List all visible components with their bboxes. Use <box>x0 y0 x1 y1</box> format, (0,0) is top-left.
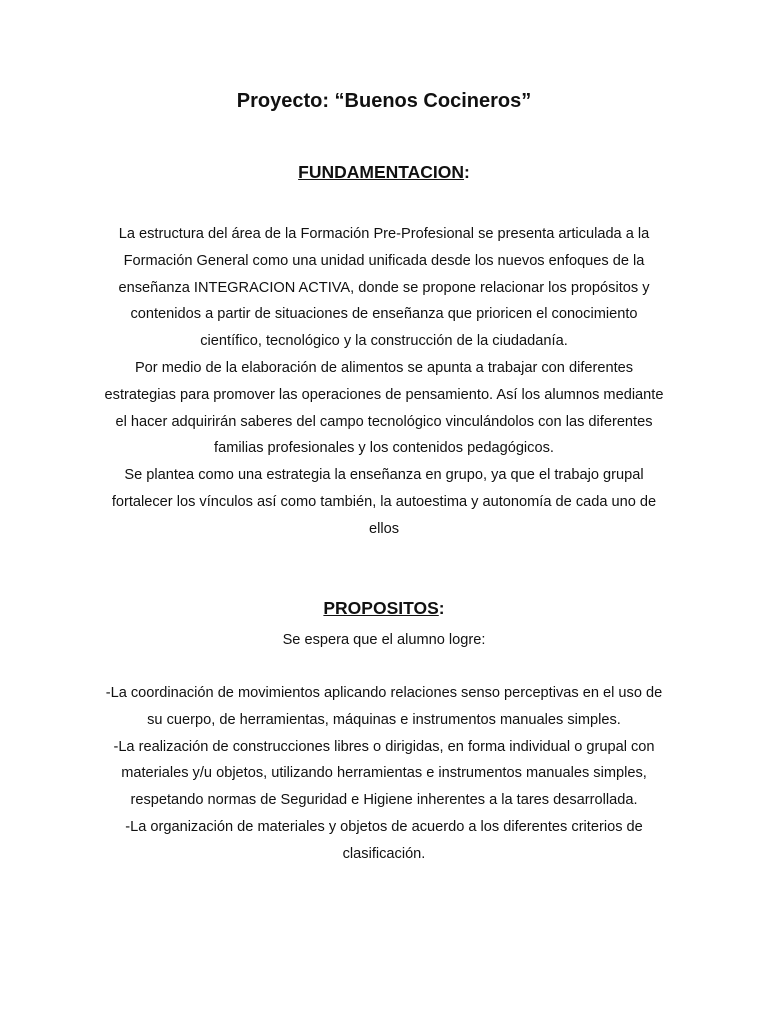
section-heading-text: PROPOSITOS <box>323 598 439 618</box>
document-title: Proyecto: “Buenos Cocineros” <box>236 90 532 112</box>
list-item: -La realización de construcciones libres o dirigidas, en forma individual o grupal con materiales y/u objetos, utilizando herramientas e instrumentos manuales simples, respetando normas de Seguridad e Higiene inherentes a la tares desarrollada. <box>113 738 655 809</box>
paragraph: Por medio de la elaboración de alimentos se apunta a trabajar con diferentes estrategias para promover las operaciones de pensamiento. Así los alumnos mediante el hacer adquirirán saberes del campo tecnológico vinculándolos con las diferentes familias profesionales y los contenidos pedagógicos. <box>104 359 664 457</box>
section-heading-colon: : <box>464 162 470 182</box>
list-item: -La organización de materiales y objetos de acuerdo a los diferentes criterios de clasificación. <box>125 818 643 862</box>
section-heading-fundamentacion <box>0 162 768 183</box>
fundamentacion-body <box>100 221 668 543</box>
propositos-intro <box>100 627 668 654</box>
paragraph: La estructura del área de la Formación Pre-Profesional se presenta articulada a la Formación General como una unidad unificada desde los nuevos enfoques de la enseñanza INTEGRACION ACTIVA, donde se propone relacionar los propósitos y contenidos a partir de situaciones de enseñanza que prioricen el conocimiento científico, tecnológico y la construcción de la ciudadanía. <box>118 226 650 350</box>
list-item: -La coordinación de movimientos aplicando relaciones senso perceptivas en el uso de su cuerpo, de herramientas, máquinas e instrumentos manuales simples. <box>105 685 663 728</box>
paragraph: Se plantea como una estrategia la enseñanza en grupo, ya que el trabajo grupal fortalecer los vínculos así como también, la autoestima y autonomía de cada uno de ellos <box>111 467 657 537</box>
propositos-list <box>100 680 668 868</box>
intro-text: Se espera que el alumno logre: <box>282 632 486 648</box>
section-heading-text: FUNDAMENTACION <box>298 162 465 182</box>
section-heading-colon: : <box>438 598 445 618</box>
section-heading-propositos <box>0 598 768 619</box>
